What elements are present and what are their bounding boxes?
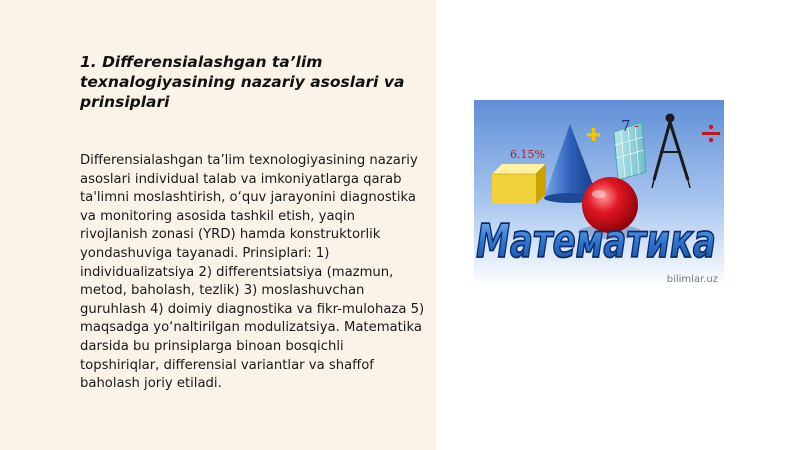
slide-title: 1. Differensialashgan ta’lim texnalogiyasining nazariy asoslari va prinsiplari [80, 53, 405, 111]
watermark-text: bilimlar.uz [666, 274, 718, 285]
matematika-wordart: Математика [476, 214, 716, 269]
mathematics-illustration-svg [474, 100, 724, 287]
slide-body-text: Differensialashgan ta’lim texnologiyasining nazariy asoslari individual talab va imkoniyatlarga qarab ta'limni moslashtirish, o‘quv jarayonini diagnostika va monitoring asosida tashkil etish, yaqin rivojlanish zonasi (YRD) hamda konstruktorlik yondashuviga tayanadi. Prinsiplari: 1) individualizatsiya 2) differentsiatsiya (mazmun, metod, baholash, tezlik) 3) moslashuvchan guruhlash 4) doimiy diagnostika va fikr-mulohaza 5) maqsadga yo‘naltirilgan modulizatsiya. Matematika darsida bu prinsiplarga binoan bosqichli topshiriqlar, differensial variantlar va shaffof baholash joriy etiladi. [80, 153, 425, 392]
number-seven-label: 7 [621, 117, 631, 135]
yellow-cube-icon [492, 164, 546, 204]
mathematics-illustration [474, 100, 724, 287]
minus-sign-label: - [634, 119, 639, 134]
percent-label: 6.15% [510, 148, 545, 161]
